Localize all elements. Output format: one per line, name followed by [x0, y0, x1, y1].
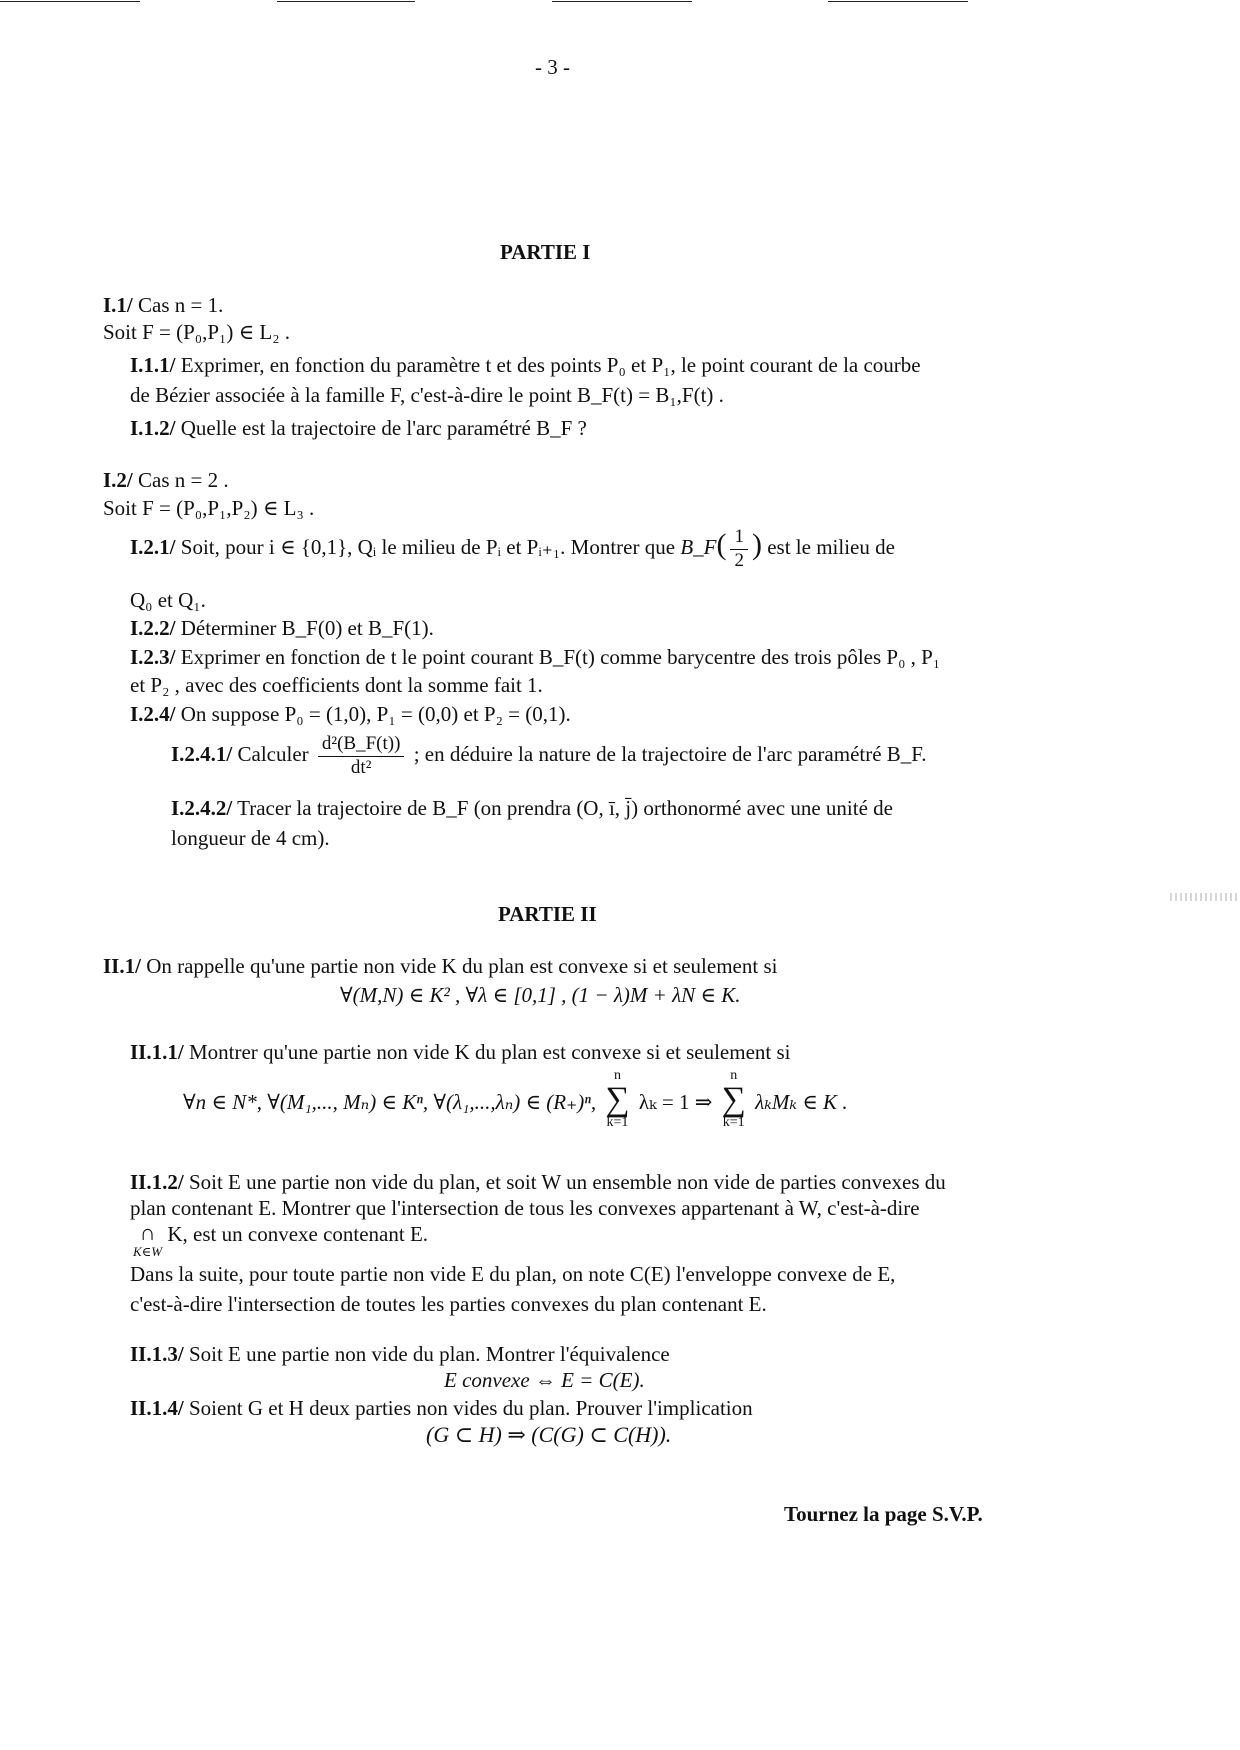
question-i23 — [130, 645, 940, 670]
part2-title: PARTIE II — [498, 902, 597, 926]
question-label: I.2.3/ — [130, 645, 176, 669]
ii12-line2: plan contenant E. Montrer que l'intersection de tous les convexes appartenant à W, c'est-à-dire — [130, 1196, 920, 1220]
sum-bottom: k=1 — [722, 1114, 745, 1130]
formula-end: λₖMₖ ∈ K . — [755, 1090, 848, 1114]
sum-top: n — [613, 1068, 621, 1083]
i2-soit: Soit F = (P₀,P₁,P₂) ∈ L₃ . — [103, 496, 315, 520]
question-text: Calculer — [232, 742, 309, 767]
question-ii1 — [103, 954, 777, 979]
question-text: Tracer la trajectoire de B_F (on prendra (O, ī, j̄) orthonormé avec une unité de — [232, 796, 893, 820]
question-ii14 — [130, 1396, 753, 1421]
question-text-end: est le milieu de — [761, 535, 895, 560]
ii1-formula: ∀(M,N) ∈ K² , ∀λ ∈ [0,1] , (1 − λ)M + λN ∈ K. — [340, 983, 741, 1007]
fraction-derivative — [318, 733, 405, 780]
question-i1 — [103, 293, 223, 318]
question-label: I.1/ — [103, 293, 133, 317]
sum-symbol-1: n ∑ k=1 — [605, 1068, 630, 1130]
question-label: I.1.2/ — [130, 416, 176, 440]
question-text: Soit E une partie non vide du plan. Montrer l'équivalence — [183, 1342, 670, 1366]
top-rule-3 — [552, 1, 692, 2]
top-rule-4 — [828, 1, 968, 2]
question-i21: I.2.1/ Soit, pour i ∈ {0,1}, Qᵢ le milieu de Pᵢ et Pᵢ₊₁. Montrer que B_F( $\frac{1}{2}$ ) est le milieu de — [130, 526, 895, 571]
question-text: On suppose P₀ = (1,0), P₁ = (0,0) et P₂ = (0,1). — [175, 702, 571, 726]
question-i241 — [171, 733, 927, 780]
ii14-formula: (G ⊂ H) ⇒ (C(G) ⊂ C(H)). — [426, 1422, 672, 1447]
question-ii13 — [130, 1342, 670, 1367]
bf-symbol: B_F — [680, 535, 717, 560]
fraction-half — [730, 526, 748, 573]
question-text: Cas n = 2 . — [138, 468, 229, 492]
ii12-line5: c'est-à-dire l'intersection de toutes les parties convexes du plan contenant E. — [130, 1292, 767, 1316]
footer-turn-page: Tournez la page S.V.P. — [784, 1502, 983, 1526]
question-text: Montrer qu'une partie non vide K du plan est convexe si et seulement si — [183, 1040, 791, 1064]
ii12-line4: Dans la suite, pour toute partie non vide E du plan, on note C(E) l'enveloppe convexe de E, — [130, 1262, 896, 1286]
question-ii11 — [130, 1040, 790, 1065]
question-i24 — [130, 702, 571, 727]
ii12-line3-text: K, est un convexe contenant E. — [162, 1222, 429, 1246]
question-label: I.2.4/ — [130, 702, 176, 726]
question-text: Soit, pour i ∈ {0,1}, Qᵢ le milieu de Pᵢ et Pᵢ₊₁. Montrer que — [175, 535, 676, 560]
ii13-formula: E convexe ⇔ E = C(E). — [444, 1368, 645, 1392]
question-text-end: ; en déduire la nature de la trajectoire de l'arc paramétré B_F. — [408, 742, 927, 767]
i23-line2: et P₂ , avec des coefficients dont la somme fait 1. — [130, 673, 543, 697]
i242-line2: longueur de 4 cm). — [171, 826, 330, 850]
ii11-formula — [183, 1068, 848, 1148]
top-rule-2 — [277, 1, 415, 2]
fraction-numerator: d²(B_F(t)) — [318, 733, 405, 757]
page-number: - 3 - — [535, 55, 570, 79]
question-text: Exprimer en fonction de t le point courant B_F(t) comme barycentre des trois pôles P₀ , P₁ — [175, 645, 941, 669]
i1-soit: Soit F = (P₀,P₁) ∈ L₂ . — [103, 320, 291, 344]
question-ii12 — [130, 1170, 946, 1195]
question-text: Cas n = 1. — [138, 293, 224, 317]
question-label: I.2.4.1/ — [171, 742, 233, 767]
question-label: I.1.1/ — [130, 353, 176, 377]
question-text: Quelle est la trajectoire de l'arc paramétré B_F ? — [175, 416, 587, 440]
question-i242 — [171, 796, 893, 821]
intersection-subscript: K∈W — [133, 1244, 163, 1259]
question-i2 — [103, 468, 229, 493]
fraction-denominator: dt² — [350, 756, 372, 778]
question-text: On rappelle qu'une partie non vide K du plan est convexe si et seulement si — [140, 954, 778, 978]
intersection-symbol: ∩ K∈W — [133, 1220, 163, 1259]
formula-quantifiers: ∀n ∈ N*, ∀(M₁,..., Mₙ) ∈ Kⁿ, ∀(λ₁,...,λₙ) ∈ (R₊)ⁿ, — [183, 1090, 597, 1114]
question-i12 — [130, 416, 587, 441]
question-label: II.1.3/ — [130, 1342, 184, 1366]
ii12-line3 — [133, 1222, 428, 1260]
question-label: I.2/ — [103, 468, 133, 492]
question-text: Soient G et H deux parties non vides du plan. Prouver l'implication — [183, 1396, 753, 1420]
scan-speck — [1170, 893, 1240, 901]
question-text: Soit E une partie non vide du plan, et soit W un ensemble non vide de parties convexes du — [183, 1170, 946, 1194]
fraction-numerator: 1 — [730, 526, 748, 550]
i11-line2: de Bézier associée à la famille F, c'est-à-dire le point B_F(t) = B₁,F(t) . — [130, 383, 724, 407]
question-text: Déterminer B_F(0) et B_F(1). — [175, 616, 434, 640]
question-label: II.1.2/ — [130, 1170, 184, 1194]
question-label: II.1.1/ — [130, 1040, 184, 1064]
question-label: II.1.4/ — [130, 1396, 184, 1420]
question-label: I.2.2/ — [130, 616, 176, 640]
part1-title: PARTIE I — [500, 240, 591, 264]
question-i11 — [130, 353, 921, 378]
top-rule-1 — [0, 1, 140, 2]
formula-middle: λₖ = 1 ⇒ — [638, 1090, 713, 1114]
question-text: Exprimer, en fonction du paramètre t et des points P₀ et P₁, le point courant de la courbe — [175, 353, 921, 377]
sum-top: n — [730, 1068, 738, 1083]
question-label: I.2.1/ — [130, 535, 176, 560]
question-label: II.1/ — [103, 954, 141, 978]
sum-symbol-2: n ∑ k=1 — [721, 1068, 746, 1130]
fraction-denominator: 2 — [734, 549, 744, 571]
question-i22 — [130, 616, 434, 641]
sum-bottom: k=1 — [606, 1114, 629, 1130]
i21-line2: Q₀ et Q₁. — [130, 588, 206, 612]
question-label: I.2.4.2/ — [171, 796, 233, 820]
